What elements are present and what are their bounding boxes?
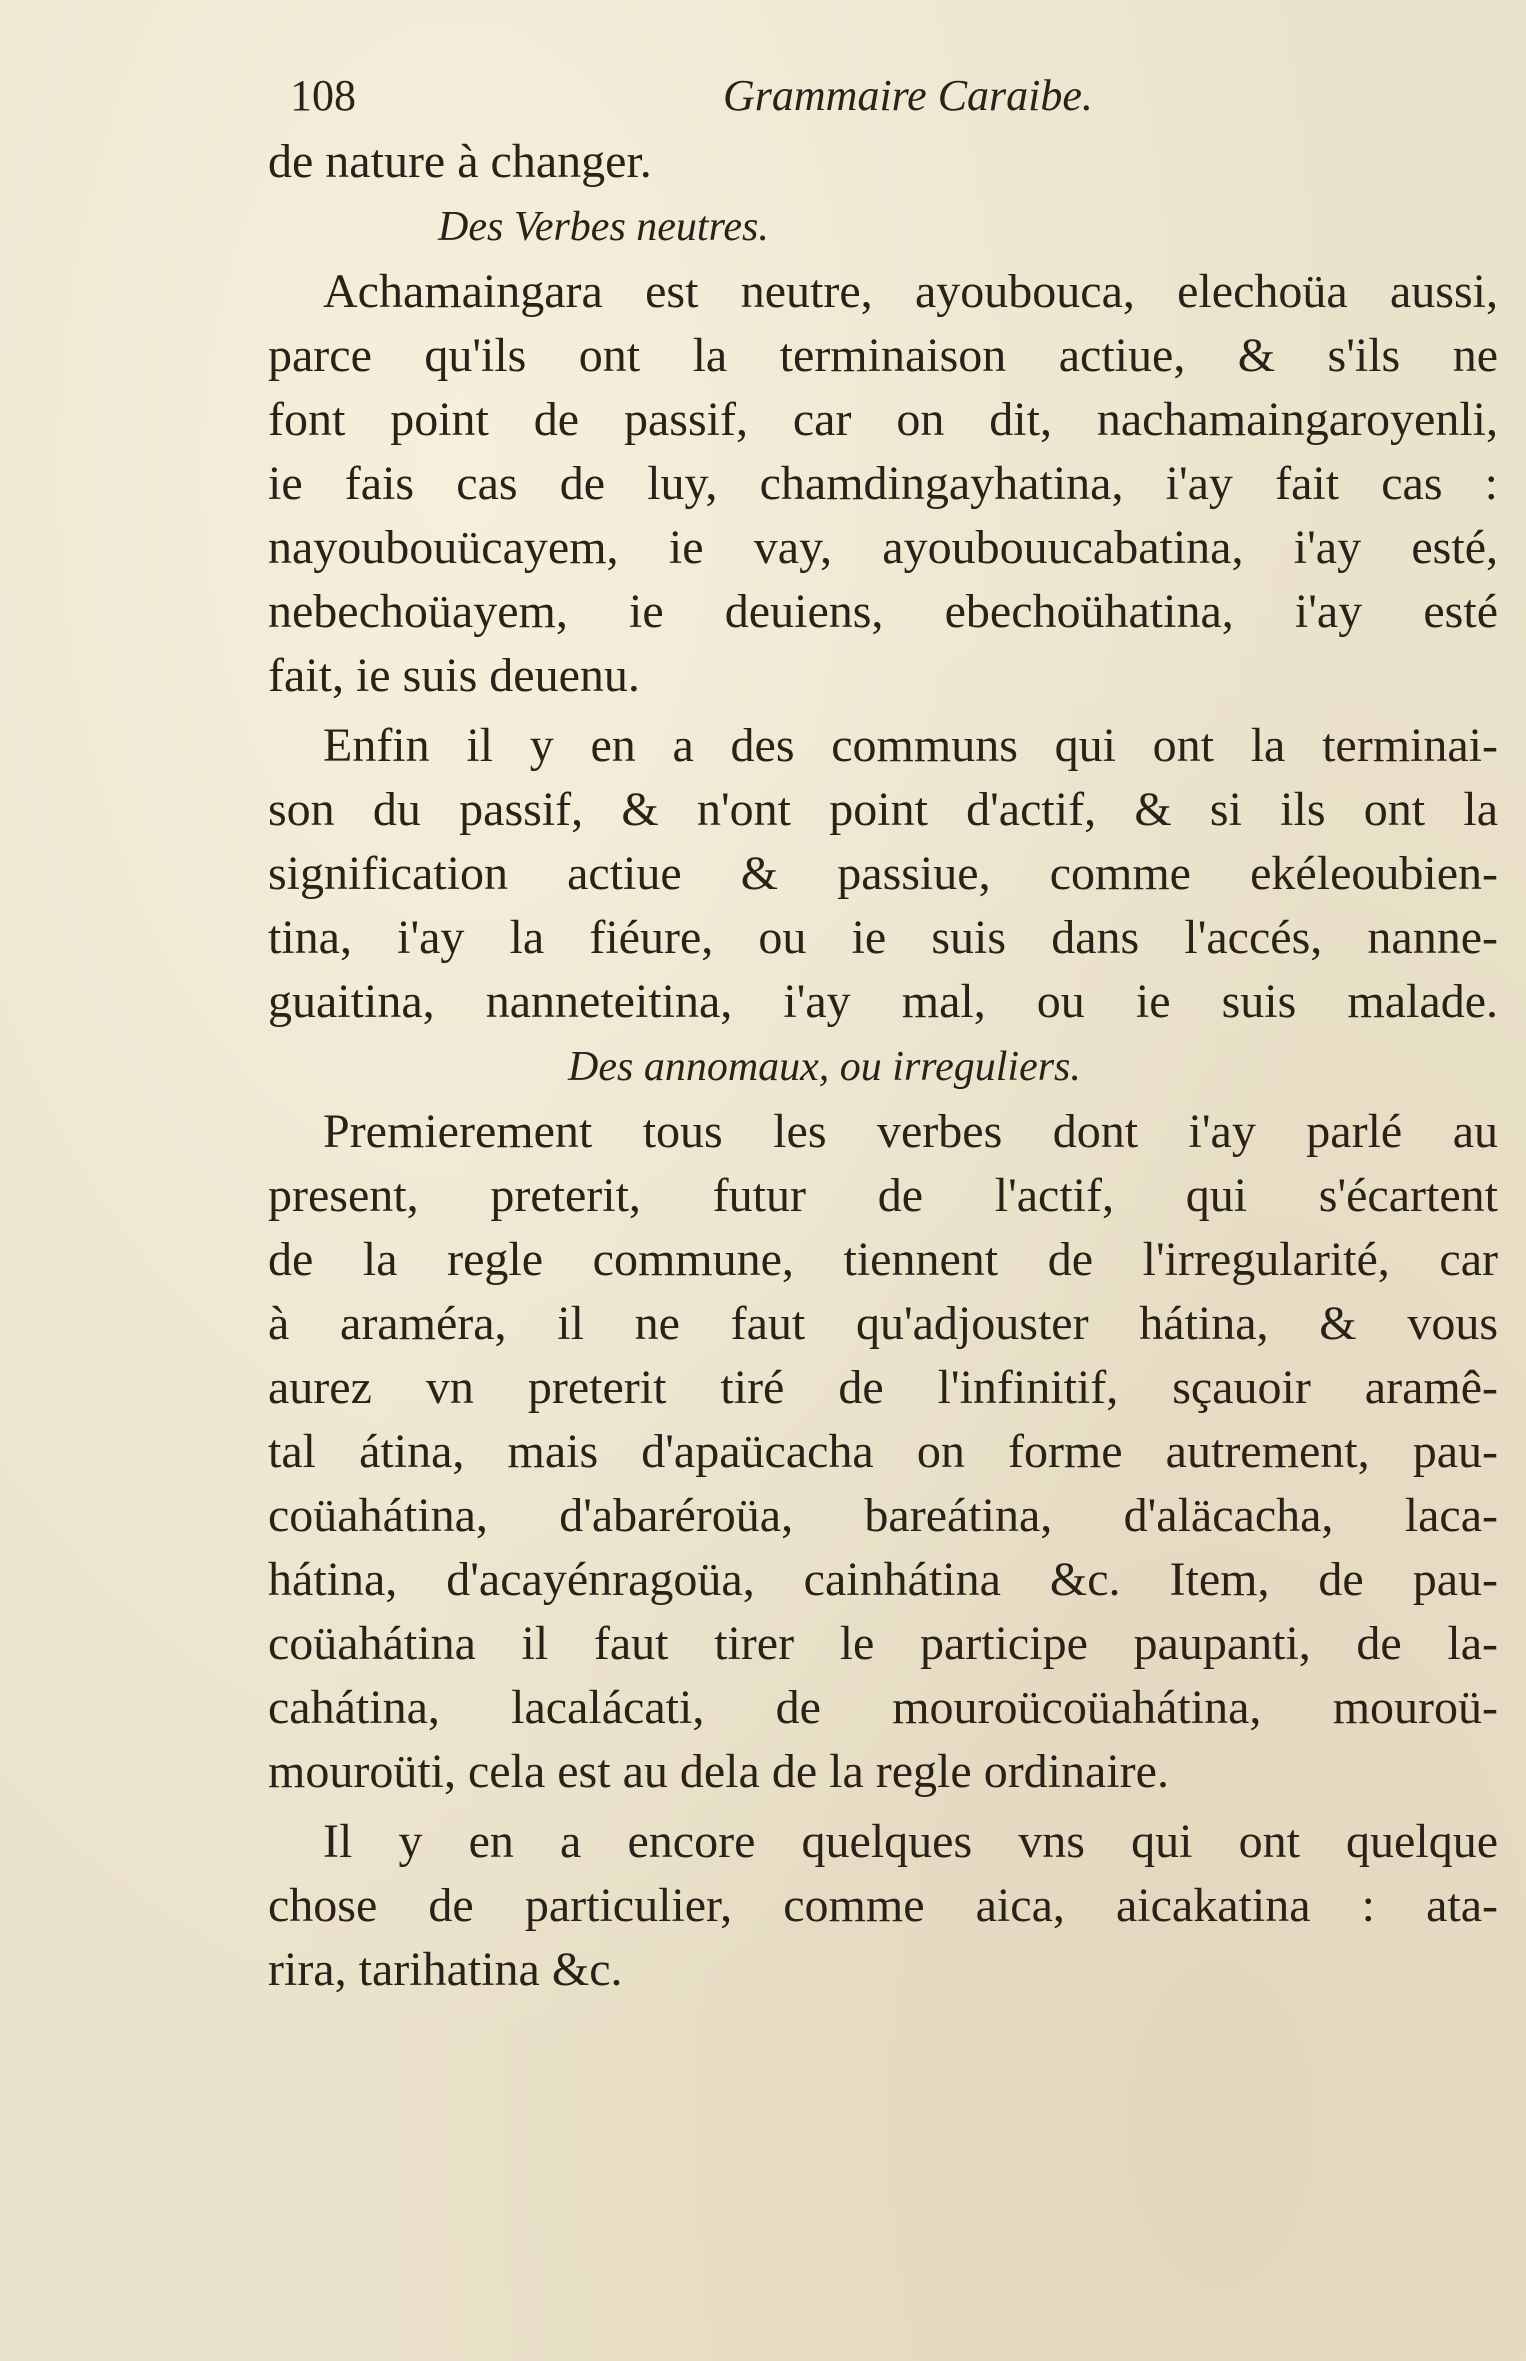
- text-line: signification actiue & passiue, comme ekéleoubien-: [268, 847, 1498, 900]
- text-line: coüahátina, d'abaréroüa, bareátina, d'aläcacha, laca-: [268, 1489, 1498, 1542]
- text-line: rira, tarihatina &c.: [268, 1943, 623, 1996]
- text-line: nebechoüayem, ie deuiens, ebechoühatina, i'ay esté: [268, 585, 1498, 638]
- text-line: tal átina, mais d'apaücacha on forme autrement, pau-: [268, 1425, 1498, 1478]
- text-line: tina, i'ay la fiéure, ou ie suis dans l'accés, nanne-: [268, 911, 1498, 964]
- text-line: Enfin il y en a des communs qui ont la terminai-: [323, 719, 1498, 772]
- text-line: present, preterit, futur de l'actif, qui s'écartent: [268, 1169, 1498, 1222]
- text-block: [268, 60, 1498, 2002]
- text-line: Il y en a encore quelques vns qui ont quelque: [323, 1815, 1498, 1868]
- text-line: Achamaingara est neutre, ayoubouca, elechoüa aussi,: [323, 265, 1498, 318]
- text-line: de la regle commune, tiennent de l'irregularité, car: [268, 1233, 1498, 1286]
- running-title: Grammaire Caraibe.: [723, 71, 1093, 120]
- text-line: ie fais cas de luy, chamdingayhatina, i'ay fait cas :: [268, 457, 1498, 510]
- text-line: fait, ie suis deuenu.: [268, 649, 640, 702]
- text-line: coüahátina il faut tirer le participe paupanti, de la-: [268, 1617, 1498, 1670]
- text-line: hátina, d'acayénragoüa, cainhátina &c. Item, de pau-: [268, 1553, 1498, 1606]
- text-line: à araméra, il ne faut qu'adjouster hátina, & vous: [268, 1297, 1498, 1350]
- text-line: parce qu'ils ont la terminaison actiue, & s'ils ne: [268, 329, 1498, 382]
- text-line: chose de particulier, comme aica, aicakatina : ata-: [268, 1879, 1498, 1932]
- text-line: nayoubouücayem, ie vay, ayoubouucabatina, i'ay esté,: [268, 521, 1498, 574]
- text-line: mouroüti, cela est au dela de la regle ordinaire.: [268, 1745, 1169, 1798]
- text-line: de nature à changer.: [268, 135, 652, 188]
- text-line: son du passif, & n'ont point d'actif, & si ils ont la: [268, 783, 1498, 836]
- page-number: 108: [290, 71, 356, 120]
- text-line: aurez vn preterit tiré de l'infinitif, sçauoir aramê-: [268, 1361, 1498, 1414]
- text-line: cahátina, lacalácati, de mouroücoüahátina, mouroü-: [268, 1681, 1498, 1734]
- text-line: Premierement tous les verbes dont i'ay parlé au: [323, 1105, 1498, 1158]
- section-heading-verbes-neutres: Des Verbes neutres.: [438, 204, 769, 250]
- text-line: font point de passif, car on dit, nachamaingaroyenli,: [268, 393, 1498, 446]
- text-line: guaitina, nanneteitina, i'ay mal, ou ie suis malade.: [268, 975, 1498, 1028]
- section-heading-annomaux: Des annomaux, ou irreguliers.: [568, 1044, 1081, 1090]
- running-head: [268, 60, 1498, 130]
